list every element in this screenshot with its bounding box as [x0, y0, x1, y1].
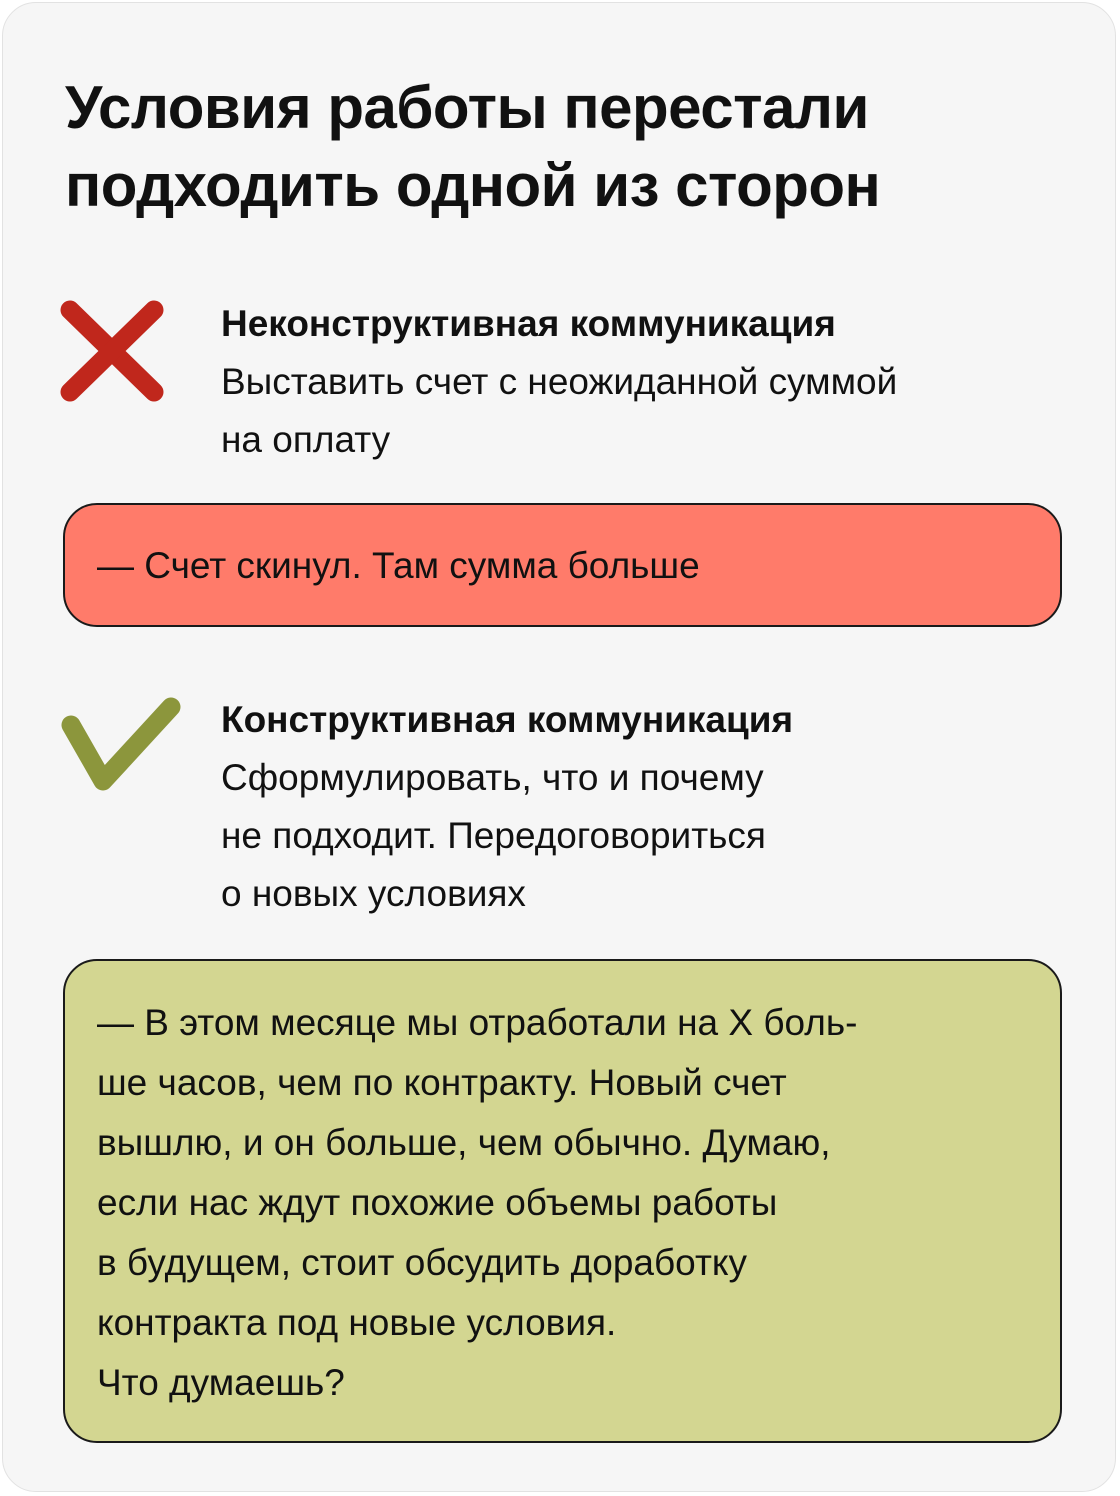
good-example-line: контракта под новые условия. — [97, 1302, 617, 1343]
good-description-line: Сформулировать, что и почему — [221, 757, 764, 798]
good-description-line: не подходит. Передоговориться — [221, 815, 766, 856]
good-example-line: Что думаешь? — [97, 1362, 345, 1403]
title-line: подходить одной из сторон — [65, 152, 881, 219]
cross-icon — [59, 299, 165, 403]
check-icon — [59, 695, 183, 795]
good-description — [221, 749, 1081, 923]
good-example-line: если нас ждут похожие объемы работы — [97, 1182, 778, 1223]
good-heading: Конструктивная коммуникация — [221, 699, 794, 740]
good-example-line: в будущем, стоит обсудить доработку — [97, 1242, 747, 1283]
good-example-line: — В этом месяце мы отработали на Х боль- — [97, 1002, 858, 1043]
good-communication-block — [221, 691, 1081, 923]
bad-example-bubble — [63, 503, 1062, 627]
bad-description-line: Выставить счет с неожиданной суммой — [221, 361, 898, 402]
bad-example-line: — Счет скинул. Там сумма больше — [97, 545, 700, 586]
page-title — [65, 69, 1065, 225]
title-line: Условия работы перестали — [65, 74, 869, 141]
bad-description — [221, 353, 1081, 469]
good-example-line: вышлю, и он больше, чем обычно. Думаю, — [97, 1122, 831, 1163]
bad-communication-block — [221, 295, 1081, 469]
card — [2, 2, 1116, 1492]
bad-heading: Неконструктивная коммуникация — [221, 303, 836, 344]
good-description-line: о новых условиях — [221, 873, 526, 914]
bad-description-line: на оплату — [221, 419, 391, 460]
good-example-bubble — [63, 959, 1062, 1443]
good-example-line: ше часов, чем по контракту. Новый счет — [97, 1062, 787, 1103]
